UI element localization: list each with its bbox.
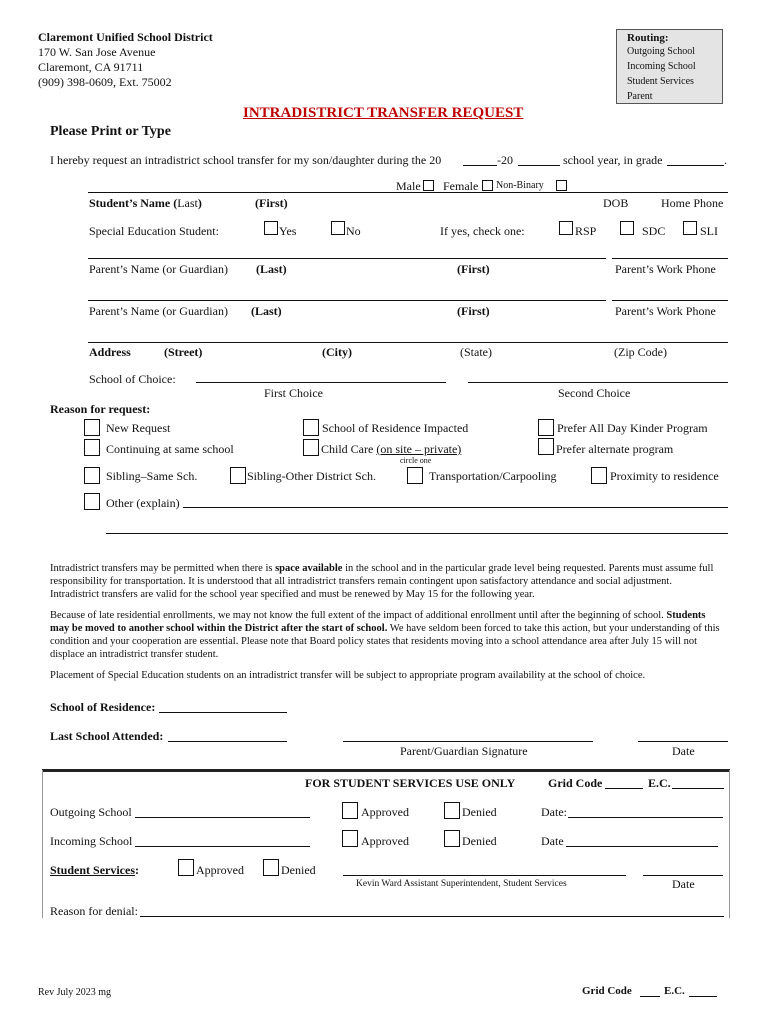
services-approved-label: Approved [196, 863, 244, 877]
address-city-label: (City) [322, 345, 352, 359]
routing-box [616, 29, 723, 104]
rsp-label: RSP [575, 224, 597, 238]
request-sentence-period: . [724, 153, 727, 167]
parent1-name-label: Parent’s Name (or Guardian) [89, 262, 228, 276]
gender-male-checkbox[interactable] [423, 180, 434, 191]
parent2-work-phone-label: Parent’s Work Phone [615, 304, 716, 318]
sibling-other-checkbox[interactable] [230, 467, 246, 484]
special-ed-yes-checkbox[interactable] [264, 221, 278, 235]
services-denied-label: Denied [281, 863, 316, 877]
incoming-denied-label: Denied [462, 834, 497, 848]
office-section-right-border [729, 770, 730, 918]
district-address-line2: Claremont, CA 91711 [38, 60, 144, 74]
sdc-checkbox[interactable] [620, 221, 634, 235]
gender-female-checkbox[interactable] [482, 180, 493, 191]
office-grid-code-label: Grid Code [548, 776, 603, 790]
child-care-label: Child Care (on site – private) [321, 442, 462, 456]
parent1-work-phone-label: Parent’s Work Phone [615, 262, 716, 276]
transportation-label: Transportation/Carpooling [429, 469, 557, 483]
signature-date-field[interactable] [638, 741, 728, 742]
address-street-label: (Street) [164, 345, 203, 359]
gender-nonbinary-label: Non-Binary [496, 180, 544, 191]
transportation-checkbox[interactable] [407, 467, 423, 484]
other-explain-field-2[interactable] [106, 533, 728, 534]
year-start-field[interactable] [463, 165, 497, 166]
reason-for-denial-field[interactable] [140, 916, 724, 917]
outgoing-denied-label: Denied [462, 805, 497, 819]
circle-one-note: circle one [400, 456, 432, 465]
student-name-label: Student’s Name (Last) [89, 196, 202, 210]
services-denied-checkbox[interactable] [263, 859, 279, 876]
new-request-label: New Request [106, 421, 171, 435]
reason-for-denial-label: Reason for denial: [50, 904, 138, 918]
incoming-school-label: Incoming School [50, 834, 133, 848]
address-zip-label: (Zip Code) [614, 345, 667, 359]
office-section-divider [42, 769, 730, 772]
footer-grid-code-field[interactable] [640, 996, 660, 997]
other-label: Other (explain) [106, 496, 180, 510]
office-grid-code-field[interactable] [605, 788, 643, 789]
school-of-residence-label: School of Residence: [50, 700, 156, 714]
incoming-denied-checkbox[interactable] [444, 830, 460, 847]
sdc-label: SDC [642, 224, 666, 238]
student-first-label: (First) [255, 196, 288, 210]
address-field[interactable] [88, 342, 728, 343]
student-services-label: Student Services: [50, 863, 139, 877]
sibling-other-label: Sibling-Other District Sch. [247, 469, 376, 483]
alternate-program-checkbox[interactable] [538, 438, 554, 455]
please-print-heading: Please Print or Type [50, 124, 171, 139]
office-ec-label: E.C. [648, 776, 671, 790]
services-approved-checkbox[interactable] [178, 859, 194, 876]
district-name: Claremont Unified School District [38, 30, 213, 44]
superintendent-date-label: Date [672, 877, 695, 891]
outgoing-school-label: Outgoing School [50, 805, 132, 819]
first-choice-label: First Choice [264, 386, 323, 400]
superintendent-name-label: Kevin Ward Assistant Superintendent, Student Services [356, 879, 567, 889]
grade-field[interactable] [667, 165, 724, 166]
second-choice-field[interactable] [468, 382, 728, 383]
rsp-checkbox[interactable] [559, 221, 573, 235]
district-phone: (909) 398-0609, Ext. 75002 [38, 75, 172, 89]
signature-date-label: Date [672, 744, 695, 758]
footer-grid-code-label: Grid Code [582, 985, 632, 997]
parent1-first-label: (First) [457, 262, 490, 276]
superintendent-date-field[interactable] [643, 875, 723, 876]
superintendent-signature-field[interactable] [343, 875, 626, 876]
continuing-checkbox[interactable] [84, 439, 100, 456]
gender-female-label: Female [443, 179, 479, 193]
kinder-label: Prefer All Day Kinder Program [557, 421, 708, 435]
continuing-label: Continuing at same school [106, 442, 234, 456]
address-state-label: (State) [460, 345, 492, 359]
outgoing-date-field[interactable] [568, 817, 723, 818]
parent2-work-phone-field[interactable] [612, 300, 728, 301]
routing-item: Student Services [627, 76, 694, 87]
special-ed-yes-label: Yes [279, 224, 297, 238]
year-end-field[interactable] [518, 165, 560, 166]
special-ed-no-checkbox[interactable] [331, 221, 345, 235]
alternate-program-label: Prefer alternate program [556, 442, 674, 456]
last-school-label: Last School Attended: [50, 729, 164, 743]
last-school-field[interactable] [168, 741, 287, 742]
address-label: Address [89, 345, 131, 359]
sibling-same-checkbox[interactable] [84, 467, 100, 484]
residence-impacted-checkbox[interactable] [303, 419, 319, 436]
outgoing-school-field[interactable] [135, 817, 310, 818]
office-section-left-border [42, 770, 43, 918]
school-of-residence-field[interactable] [159, 712, 287, 713]
outgoing-approved-label: Approved [361, 805, 409, 819]
incoming-approved-checkbox[interactable] [342, 830, 358, 847]
form-title: INTRADISTRICT TRANSFER REQUEST [243, 105, 524, 121]
policy-paragraph-1: Intradistrict transfers may be permitted when there is space available in the school and in the particular grade level being requested. Parents must assume full responsibility for transportation. It is understood that all intradistrict transfers remain contingent upon satisfactory attendance and social adjustment. Intradistrict transfers are valid for the school year specified and must be renewed by May 15 for the following year. [50, 563, 714, 600]
incoming-date-field[interactable] [566, 846, 718, 847]
revision-note: Rev July 2023 mg [38, 987, 112, 998]
parent-signature-field[interactable] [343, 741, 593, 742]
parent1-last-label: (Last) [256, 262, 287, 276]
parent-signature-label: Parent/Guardian Signature [400, 744, 528, 758]
gender-male-label: Male [396, 179, 421, 193]
student-name-field[interactable] [88, 192, 728, 193]
parent2-name-field[interactable] [88, 300, 606, 301]
footer-ec-label: E.C. [664, 985, 685, 997]
parent1-work-phone-field[interactable] [612, 258, 728, 259]
outgoing-denied-checkbox[interactable] [444, 802, 460, 819]
parent2-last-label: (Last) [251, 304, 282, 318]
routing-item: Incoming School [627, 61, 696, 72]
residence-impacted-label: School of Residence Impacted [322, 421, 469, 435]
student-home-phone-label: Home Phone [661, 196, 724, 210]
reason-title: Reason for request: [50, 402, 151, 416]
special-ed-ifyes-label: If yes, check one: [440, 224, 525, 238]
outgoing-date-label: Date: [541, 805, 567, 819]
parent2-first-label: (First) [457, 304, 490, 318]
outgoing-approved-checkbox[interactable] [342, 802, 358, 819]
gender-nonbinary-checkbox[interactable] [556, 180, 567, 191]
district-address-line1: 170 W. San Jose Avenue [38, 45, 156, 59]
incoming-approved-label: Approved [361, 834, 409, 848]
other-explain-field[interactable] [183, 507, 728, 508]
routing-title: Routing: [627, 32, 669, 44]
parent1-name-field[interactable] [88, 258, 606, 259]
special-ed-no-label: No [346, 224, 361, 238]
request-sentence-part2: -20 [497, 153, 513, 167]
kinder-checkbox[interactable] [538, 419, 554, 436]
sibling-same-label: Sibling–Same Sch. [106, 469, 198, 483]
proximity-label: Proximity to residence [610, 469, 719, 483]
routing-item: Outgoing School [627, 46, 696, 57]
routing-item: Parent [627, 91, 653, 102]
footer-ec-field[interactable] [689, 996, 717, 997]
student-dob-label: DOB [603, 196, 629, 210]
request-sentence-part1: I hereby request an intradistrict school transfer for my son/daughter during the 20 [50, 153, 442, 167]
office-ec-field[interactable] [672, 788, 724, 789]
proximity-checkbox[interactable] [591, 467, 607, 484]
child-care-checkbox[interactable] [303, 439, 319, 456]
sli-label: SLI [700, 224, 718, 238]
second-choice-label: Second Choice [558, 386, 631, 400]
office-use-title: FOR STUDENT SERVICES USE ONLY [305, 776, 516, 790]
sli-checkbox[interactable] [683, 221, 697, 235]
parent2-name-label: Parent’s Name (or Guardian) [89, 304, 228, 318]
request-sentence-part3: school year, in grade [563, 153, 663, 167]
other-checkbox[interactable] [84, 493, 100, 510]
special-ed-label: Special Education Student: [89, 224, 219, 238]
incoming-date-label: Date [541, 834, 564, 848]
school-choice-label: School of Choice: [89, 372, 176, 386]
first-choice-field[interactable] [196, 382, 446, 383]
incoming-school-field[interactable] [135, 846, 310, 847]
new-request-checkbox[interactable] [84, 419, 100, 436]
policy-paragraph-3: Placement of Special Education students on an intradistrict transfer will be subject to appropriate program availability at the school of choice. [50, 670, 646, 681]
policy-paragraph-2: Because of late residential enrollments, we may not know the full extent of the impact of additional enrollment until after the beginning of school. Students may be moved to another school within the District after the start of school. We have seldom been forced to take this action, but your understanding of this condition and your cooperation are essential. Please note that Board policy states that residents moving into a school attendance area after July 15 will not displace an intradistrict transfer student. [50, 610, 720, 660]
